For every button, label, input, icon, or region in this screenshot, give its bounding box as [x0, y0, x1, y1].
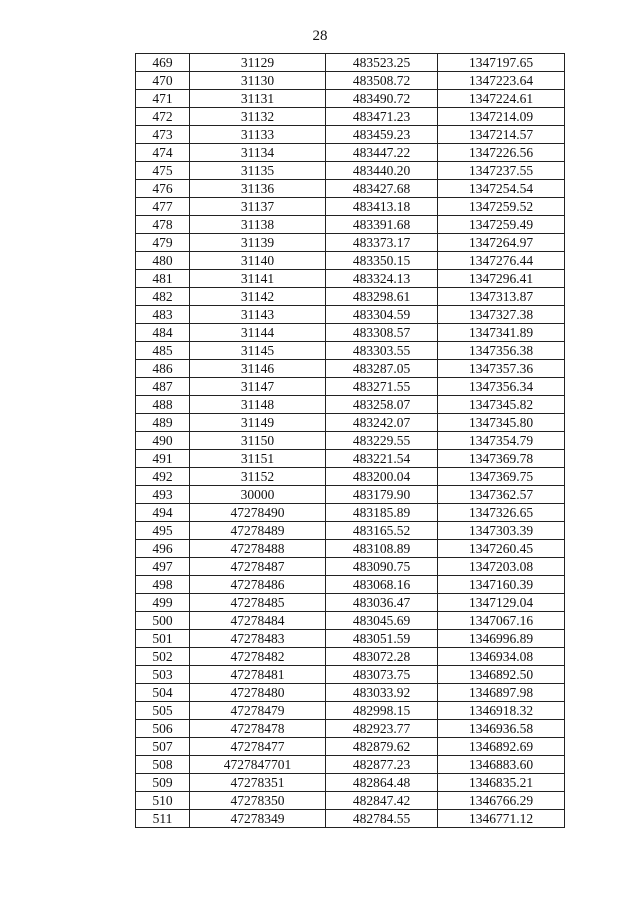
row-number-cell: 473 [136, 126, 190, 144]
x-coordinate-cell: 482879.62 [326, 738, 438, 756]
y-coordinate-cell: 1346883.60 [438, 756, 565, 774]
table-row [136, 306, 565, 324]
x-coordinate-cell: 483033.92 [326, 684, 438, 702]
y-coordinate-cell: 1347276.44 [438, 252, 565, 270]
row-number-cell: 476 [136, 180, 190, 198]
point-id-cell: 31143 [190, 306, 326, 324]
table-row [136, 198, 565, 216]
x-coordinate-cell: 483165.52 [326, 522, 438, 540]
y-coordinate-cell: 1347341.89 [438, 324, 565, 342]
x-coordinate-cell: 483304.59 [326, 306, 438, 324]
point-id-cell: 31144 [190, 324, 326, 342]
row-number-cell: 469 [136, 54, 190, 72]
row-number-cell: 509 [136, 774, 190, 792]
y-coordinate-cell: 1347223.64 [438, 72, 565, 90]
page-number: 28 [312, 28, 328, 44]
point-id-cell: 31139 [190, 234, 326, 252]
row-number-cell: 504 [136, 684, 190, 702]
table-row [136, 252, 565, 270]
point-id-cell: 31141 [190, 270, 326, 288]
x-coordinate-cell: 483427.68 [326, 180, 438, 198]
table-row [136, 774, 565, 792]
point-id-cell: 30000 [190, 486, 326, 504]
row-number-cell: 499 [136, 594, 190, 612]
row-number-cell: 477 [136, 198, 190, 216]
y-coordinate-cell: 1347254.54 [438, 180, 565, 198]
table-row [136, 360, 565, 378]
table-row [136, 342, 565, 360]
y-coordinate-cell: 1347369.75 [438, 468, 565, 486]
point-id-cell: 31137 [190, 198, 326, 216]
y-coordinate-cell: 1347326.65 [438, 504, 565, 522]
coordinates-table-body [136, 54, 565, 828]
x-coordinate-cell: 483440.20 [326, 162, 438, 180]
y-coordinate-cell: 1347362.57 [438, 486, 565, 504]
table-row [136, 594, 565, 612]
y-coordinate-cell: 1346918.32 [438, 702, 565, 720]
table-row [136, 792, 565, 810]
row-number-cell: 485 [136, 342, 190, 360]
y-coordinate-cell: 1347296.41 [438, 270, 565, 288]
row-number-cell: 488 [136, 396, 190, 414]
y-coordinate-cell: 1346892.69 [438, 738, 565, 756]
point-id-cell: 31146 [190, 360, 326, 378]
point-id-cell: 47278481 [190, 666, 326, 684]
x-coordinate-cell: 483308.57 [326, 324, 438, 342]
y-coordinate-cell: 1347226.56 [438, 144, 565, 162]
x-coordinate-cell: 483179.90 [326, 486, 438, 504]
x-coordinate-cell: 483303.55 [326, 342, 438, 360]
table-row [136, 270, 565, 288]
x-coordinate-cell: 483490.72 [326, 90, 438, 108]
point-id-cell: 31148 [190, 396, 326, 414]
x-coordinate-cell: 483459.23 [326, 126, 438, 144]
x-coordinate-cell: 483373.17 [326, 234, 438, 252]
y-coordinate-cell: 1346934.08 [438, 648, 565, 666]
table-row [136, 540, 565, 558]
y-coordinate-cell: 1347129.04 [438, 594, 565, 612]
table-row [136, 684, 565, 702]
x-coordinate-cell: 483090.75 [326, 558, 438, 576]
row-number-cell: 502 [136, 648, 190, 666]
y-coordinate-cell: 1347313.87 [438, 288, 565, 306]
point-id-cell: 47278485 [190, 594, 326, 612]
table-row [136, 324, 565, 342]
point-id-cell: 31140 [190, 252, 326, 270]
point-id-cell: 31134 [190, 144, 326, 162]
table-row [136, 396, 565, 414]
table-row [136, 162, 565, 180]
y-coordinate-cell: 1347237.55 [438, 162, 565, 180]
point-id-cell: 31130 [190, 72, 326, 90]
y-coordinate-cell: 1347067.16 [438, 612, 565, 630]
point-id-cell: 31131 [190, 90, 326, 108]
y-coordinate-cell: 1347160.39 [438, 576, 565, 594]
x-coordinate-cell: 483391.68 [326, 216, 438, 234]
y-coordinate-cell: 1347303.39 [438, 522, 565, 540]
y-coordinate-cell: 1347356.34 [438, 378, 565, 396]
x-coordinate-cell: 483523.25 [326, 54, 438, 72]
table-row [136, 648, 565, 666]
row-number-cell: 510 [136, 792, 190, 810]
x-coordinate-cell: 483051.59 [326, 630, 438, 648]
row-number-cell: 471 [136, 90, 190, 108]
y-coordinate-cell: 1347369.78 [438, 450, 565, 468]
y-coordinate-cell: 1346996.89 [438, 630, 565, 648]
y-coordinate-cell: 1346897.98 [438, 684, 565, 702]
point-id-cell: 4727847701 [190, 756, 326, 774]
y-coordinate-cell: 1347264.97 [438, 234, 565, 252]
point-id-cell: 47278351 [190, 774, 326, 792]
y-coordinate-cell: 1346892.50 [438, 666, 565, 684]
point-id-cell: 47278487 [190, 558, 326, 576]
table-row [136, 180, 565, 198]
x-coordinate-cell: 483413.18 [326, 198, 438, 216]
y-coordinate-cell: 1347345.80 [438, 414, 565, 432]
point-id-cell: 31145 [190, 342, 326, 360]
table-row [136, 558, 565, 576]
table-row [136, 720, 565, 738]
point-id-cell: 47278483 [190, 630, 326, 648]
point-id-cell: 47278488 [190, 540, 326, 558]
table-row [136, 576, 565, 594]
y-coordinate-cell: 1347203.08 [438, 558, 565, 576]
row-number-cell: 497 [136, 558, 190, 576]
x-coordinate-cell: 483287.05 [326, 360, 438, 378]
point-id-cell: 47278349 [190, 810, 326, 828]
point-id-cell: 31150 [190, 432, 326, 450]
row-number-cell: 479 [136, 234, 190, 252]
x-coordinate-cell: 483242.07 [326, 414, 438, 432]
point-id-cell: 47278479 [190, 702, 326, 720]
y-coordinate-cell: 1346771.12 [438, 810, 565, 828]
point-id-cell: 47278480 [190, 684, 326, 702]
row-number-cell: 482 [136, 288, 190, 306]
y-coordinate-cell: 1347259.49 [438, 216, 565, 234]
row-number-cell: 486 [136, 360, 190, 378]
y-coordinate-cell: 1347354.79 [438, 432, 565, 450]
point-id-cell: 31142 [190, 288, 326, 306]
y-coordinate-cell: 1347259.52 [438, 198, 565, 216]
row-number-cell: 511 [136, 810, 190, 828]
row-number-cell: 501 [136, 630, 190, 648]
x-coordinate-cell: 483221.54 [326, 450, 438, 468]
y-coordinate-cell: 1346936.58 [438, 720, 565, 738]
coordinates-table [135, 53, 565, 828]
row-number-cell: 483 [136, 306, 190, 324]
row-number-cell: 503 [136, 666, 190, 684]
x-coordinate-cell: 482998.15 [326, 702, 438, 720]
table-row [136, 702, 565, 720]
row-number-cell: 474 [136, 144, 190, 162]
y-coordinate-cell: 1347197.65 [438, 54, 565, 72]
row-number-cell: 492 [136, 468, 190, 486]
x-coordinate-cell: 483258.07 [326, 396, 438, 414]
point-id-cell: 47278486 [190, 576, 326, 594]
table-row [136, 486, 565, 504]
x-coordinate-cell: 483508.72 [326, 72, 438, 90]
y-coordinate-cell: 1347357.36 [438, 360, 565, 378]
table-row [136, 612, 565, 630]
row-number-cell: 491 [136, 450, 190, 468]
table-row [136, 414, 565, 432]
x-coordinate-cell: 483298.61 [326, 288, 438, 306]
x-coordinate-cell: 483045.69 [326, 612, 438, 630]
x-coordinate-cell: 482847.42 [326, 792, 438, 810]
x-coordinate-cell: 482923.77 [326, 720, 438, 738]
table-row [136, 288, 565, 306]
point-id-cell: 31135 [190, 162, 326, 180]
table-row [136, 126, 565, 144]
x-coordinate-cell: 483185.89 [326, 504, 438, 522]
table-row [136, 666, 565, 684]
point-id-cell: 47278489 [190, 522, 326, 540]
row-number-cell: 480 [136, 252, 190, 270]
x-coordinate-cell: 483072.28 [326, 648, 438, 666]
x-coordinate-cell: 483447.22 [326, 144, 438, 162]
x-coordinate-cell: 483350.15 [326, 252, 438, 270]
point-id-cell: 47278490 [190, 504, 326, 522]
y-coordinate-cell: 1347356.38 [438, 342, 565, 360]
table-row [136, 72, 565, 90]
y-coordinate-cell: 1347214.57 [438, 126, 565, 144]
x-coordinate-cell: 483324.13 [326, 270, 438, 288]
x-coordinate-cell: 483229.55 [326, 432, 438, 450]
row-number-cell: 487 [136, 378, 190, 396]
row-number-cell: 498 [136, 576, 190, 594]
row-number-cell: 484 [136, 324, 190, 342]
table-row [136, 468, 565, 486]
row-number-cell: 500 [136, 612, 190, 630]
table-row [136, 144, 565, 162]
row-number-cell: 489 [136, 414, 190, 432]
row-number-cell: 493 [136, 486, 190, 504]
row-number-cell: 495 [136, 522, 190, 540]
point-id-cell: 47278478 [190, 720, 326, 738]
row-number-cell: 478 [136, 216, 190, 234]
point-id-cell: 31152 [190, 468, 326, 486]
table-row [136, 90, 565, 108]
table-row [136, 234, 565, 252]
point-id-cell: 31151 [190, 450, 326, 468]
table-row [136, 216, 565, 234]
point-id-cell: 31129 [190, 54, 326, 72]
row-number-cell: 508 [136, 756, 190, 774]
x-coordinate-cell: 483073.75 [326, 666, 438, 684]
row-number-cell: 490 [136, 432, 190, 450]
x-coordinate-cell: 482864.48 [326, 774, 438, 792]
table-row [136, 810, 565, 828]
row-number-cell: 470 [136, 72, 190, 90]
table-row [136, 522, 565, 540]
y-coordinate-cell: 1346835.21 [438, 774, 565, 792]
table-row [136, 432, 565, 450]
point-id-cell: 31138 [190, 216, 326, 234]
x-coordinate-cell: 483108.89 [326, 540, 438, 558]
table-row [136, 630, 565, 648]
y-coordinate-cell: 1346766.29 [438, 792, 565, 810]
row-number-cell: 506 [136, 720, 190, 738]
y-coordinate-cell: 1347327.38 [438, 306, 565, 324]
x-coordinate-cell: 482784.55 [326, 810, 438, 828]
table-row [136, 54, 565, 72]
y-coordinate-cell: 1347214.09 [438, 108, 565, 126]
row-number-cell: 505 [136, 702, 190, 720]
row-number-cell: 472 [136, 108, 190, 126]
x-coordinate-cell: 483200.04 [326, 468, 438, 486]
point-id-cell: 31133 [190, 126, 326, 144]
y-coordinate-cell: 1347345.82 [438, 396, 565, 414]
row-number-cell: 481 [136, 270, 190, 288]
table-row [136, 738, 565, 756]
y-coordinate-cell: 1347260.45 [438, 540, 565, 558]
point-id-cell: 31132 [190, 108, 326, 126]
table-row [136, 378, 565, 396]
x-coordinate-cell: 483471.23 [326, 108, 438, 126]
table-row [136, 504, 565, 522]
table-row [136, 450, 565, 468]
x-coordinate-cell: 483036.47 [326, 594, 438, 612]
row-number-cell: 496 [136, 540, 190, 558]
row-number-cell: 475 [136, 162, 190, 180]
point-id-cell: 47278482 [190, 648, 326, 666]
point-id-cell: 31147 [190, 378, 326, 396]
row-number-cell: 494 [136, 504, 190, 522]
point-id-cell: 47278350 [190, 792, 326, 810]
table-row [136, 756, 565, 774]
x-coordinate-cell: 482877.23 [326, 756, 438, 774]
point-id-cell: 47278484 [190, 612, 326, 630]
y-coordinate-cell: 1347224.61 [438, 90, 565, 108]
x-coordinate-cell: 483271.55 [326, 378, 438, 396]
table-row [136, 108, 565, 126]
point-id-cell: 31149 [190, 414, 326, 432]
point-id-cell: 47278477 [190, 738, 326, 756]
point-id-cell: 31136 [190, 180, 326, 198]
x-coordinate-cell: 483068.16 [326, 576, 438, 594]
row-number-cell: 507 [136, 738, 190, 756]
